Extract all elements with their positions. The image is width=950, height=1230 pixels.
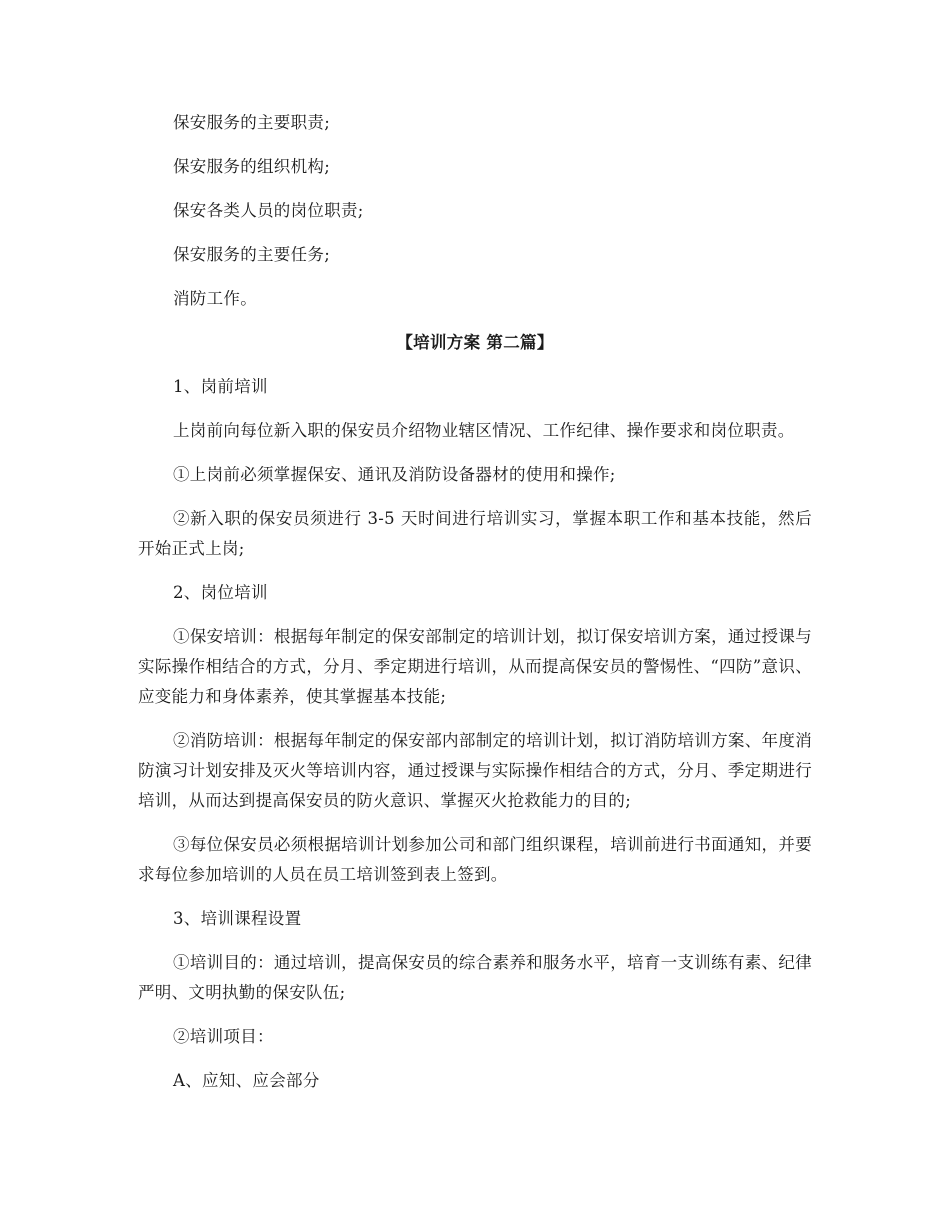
subsection-title: 3、培训课程设置 xyxy=(173,909,302,928)
paragraph: A、应知、应会部分 xyxy=(173,1071,320,1090)
subsection-title: 1、岗前培训 xyxy=(173,377,268,396)
subsection-title: 2、岗位培训 xyxy=(173,583,268,602)
list-item: 保安服务的组织机构; xyxy=(173,157,331,176)
list-item: 消防工作。 xyxy=(173,289,257,308)
paragraph: ①培训目的：通过培训，提高保安员的综合素养和服务水平，培育一支训练有素、纪律严明、文明执勤的保安队伍; xyxy=(138,953,812,1002)
section-heading: 【培训方案 第二篇】 xyxy=(396,333,554,352)
document-body xyxy=(138,108,812,1110)
paragraph: ③每位保安员必须根据培训计划参加公司和部门组织课程，培训前进行书面通知，并要求每位参加培训的人员在员工培训签到表上签到。 xyxy=(138,835,812,884)
paragraph: 上岗前向每位新入职的保安员介绍物业辖区情况、工作纪律、操作要求和岗位职责。 xyxy=(173,421,795,440)
paragraph: ②消防培训：根据每年制定的保安部内部制定的培训计划，拟订消防培训方案、年度消防演习计划安排及灭火等培训内容，通过授课与实际操作相结合的方式，分月、季定期进行培训，从而达到提高保安员的防火意识、掌握灭火抢救能力的目的; xyxy=(138,731,812,810)
paragraph: ②新入职的保安员须进行 3-5 天时间进行培训实习，掌握本职工作和基本技能，然后开始正式上岗; xyxy=(138,509,812,558)
paragraph: ①上岗前必须掌握保安、通讯及消防设备器材的使用和操作; xyxy=(173,465,616,484)
list-item: 保安各类人员的岗位职责; xyxy=(173,201,364,220)
list-item: 保安服务的主要职责; xyxy=(173,113,331,132)
paragraph: ①保安培训：根据每年制定的保安部制定的培训计划，拟订保安培训方案，通过授课与实际操作相结合的方式，分月、季定期进行培训，从而提高保安员的警惕性、“四防”意识、应变能力和身体素养，使其掌握基本技能; xyxy=(138,627,812,706)
list-item: 保安服务的主要任务; xyxy=(173,245,331,264)
paragraph: ②培训项目： xyxy=(173,1027,274,1046)
